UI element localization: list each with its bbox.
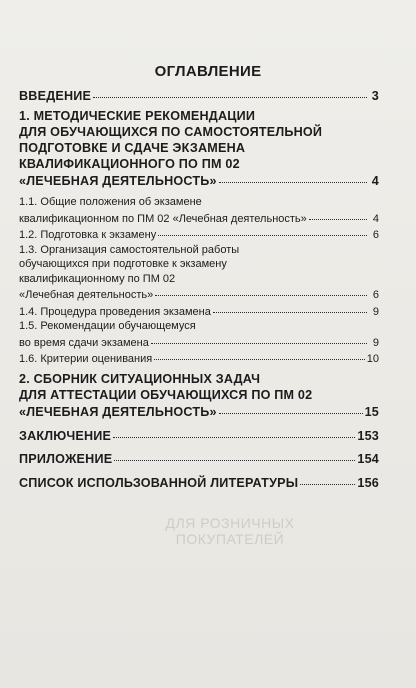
toc-entry-label: СПИСОК ИСПОЛЬЗОВАННОЙ ЛИТЕРАТУРЫ [19,476,299,491]
toc-entry-1-3[interactable] [19,243,379,303]
toc-entry-line: 1. МЕТОДИЧЕСКИЕ РЕКОМЕНДАЦИИ [19,108,256,123]
toc-entry-line: ДЛЯ ОБУЧАЮЩИХСЯ ПО САМОСТОЯТЕЛЬНОЙ [19,124,323,139]
toc-entry-1-6[interactable] [19,350,379,367]
toc-entry-line: 2. СБОРНИК СИТУАЦИОННЫХ ЗАДАЧ [19,371,261,386]
toc-entry-line: КВАЛИФИКАЦИОННОГО ПО ПМ 02 [19,156,240,171]
toc-page-number: 9 [372,336,379,349]
page-title: ОГЛАВЛЕНИЕ [154,63,262,80]
toc-page-number: 154 [357,452,379,467]
toc-page-number: 9 [372,305,379,318]
toc-entry-line: квалификационному по ПМ 02 [19,272,176,285]
toc-page-number: 156 [357,476,379,491]
toc-entry-label: ПРИЛОЖЕНИЕ [19,452,113,467]
toc-entry-label: квалификационном по ПМ 02 «Лечебная деятельность» [19,212,307,225]
leader-dots [158,224,367,236]
toc-entry-label: 1.6. Критерии оценивания [19,353,153,366]
leader-dots [300,471,355,485]
toc-entry-line: ПОДГОТОВКЕ И СДАЧЕ ЭКЗАМЕНА [19,140,246,155]
toc-entry-line: ДЛЯ АТТЕСТАЦИИ ОБУЧАЮЩИХСЯ ПО ПМ 02 [19,387,313,402]
toc-page-number: 10 [366,353,379,366]
toc-entry-section-1[interactable] [19,108,379,190]
toc-entry-label: ЗАКЛЮЧЕНИЕ [19,428,112,443]
toc-entry-1-2[interactable] [19,226,379,243]
leader-dots [219,401,363,415]
toc-entry-appendix[interactable] [19,450,379,468]
toc-page-number: 6 [372,289,379,302]
toc-entry-line: 1.5. Рекомендации обучающемуся [19,320,196,333]
toc-entry-section-2[interactable] [19,371,379,421]
toc-entry-1-5[interactable] [19,319,379,350]
toc-page-number: 4 [372,212,379,225]
leader-dots [113,424,355,438]
toc-entry-line: 1.1. Общие положения об экзамене [19,196,202,209]
toc-entry-label: ВВЕДЕНИЕ [19,88,92,103]
toc-page-number: 153 [357,428,379,443]
toc-entry-label: во время сдачи экзамена [19,336,149,349]
toc-entry-1-1[interactable] [19,195,379,226]
bleed-through-text: ДЛЯ РОЗНИЧНЫХ ПОКУПАТЕЛЕЙ [165,515,295,547]
toc-entry-label: «ЛЕЧЕБНАЯ ДЕЯТЕЛЬНОСТЬ» [19,405,217,420]
leader-dots [151,332,367,344]
toc-page-number: 6 [372,229,379,242]
toc-page-number: 4 [371,174,379,189]
toc-entry-references[interactable] [19,473,379,491]
toc-entry-label: 1.2. Подготовка к экзамену [19,229,157,242]
toc-entry-label: «ЛЕЧЕБНАЯ ДЕЯТЕЛЬНОСТЬ» [19,174,217,189]
toc-entry-intro[interactable] [19,86,379,104]
toc-page-number: 3 [371,88,379,103]
leader-dots [155,284,367,296]
toc-entry-line: обучающихся при подготовке к экзамену [19,258,227,271]
table-of-contents [19,86,379,491]
toc-entry-line: 1.3. Организация самостоятельной работы [19,243,240,256]
leader-dots [154,348,365,360]
leader-dots [213,301,367,313]
toc-entry-conclusion[interactable] [19,426,379,444]
toc-entry-label: 1.4. Процедура проведения экзамена [19,305,211,318]
leader-dots [219,170,367,184]
leader-dots [93,84,367,98]
leader-dots [309,208,367,220]
toc-entry-1-4[interactable] [19,303,379,320]
toc-entry-label: «Лечебная деятельность» [19,289,154,302]
toc-page-number: 15 [364,405,379,420]
leader-dots [114,448,355,462]
